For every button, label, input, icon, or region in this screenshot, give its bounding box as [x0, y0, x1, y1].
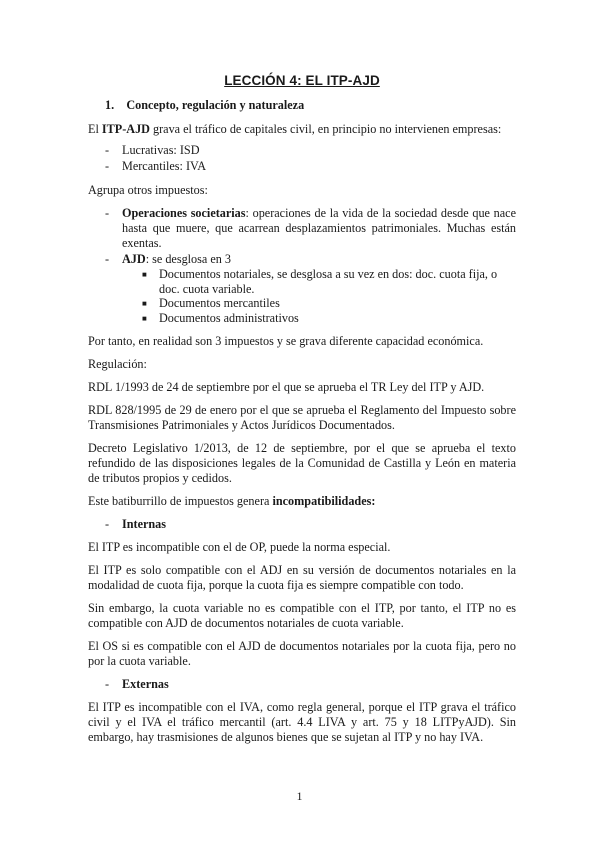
heading-externas: - Externas	[105, 677, 169, 691]
paragraph-incompatibilidades: Este batiburrillo de impuestos genera incompatibilidades:	[88, 494, 376, 508]
paragraph-decreto: Decreto Legislativo 1/2013, de 12 de septiembre, por el que se aprueba el texto refundido de las disposiciones legales de la Comunidad de Castilla y León en materia de tributos propios y cedidos.	[88, 441, 516, 485]
paragraph-agrupa: Agrupa otros impuestos:	[88, 183, 208, 197]
page-title: LECCIÓN 4: EL ITP-AJD	[224, 73, 380, 88]
paragraph-por-tanto: Por tanto, en realidad son 3 impuestos y se grava diferente capacidad económica.	[88, 334, 484, 348]
list-item-os: - Operaciones societarias: operaciones de la vida de la sociedad desde que nace hasta que muere, que acarrean desplazamientos patrimoniales. Muchas están exentas.	[105, 206, 516, 250]
paragraph-os: El OS si es compatible con el AJD de documentos notariales por la cuota fija, pero no por la cuota variable.	[88, 639, 516, 668]
paragraph-itp-iva: El ITP es incompatible con el IVA, como regla general, porque el ITP grava el tráfico civil y el IVA el tráfico mercantil (art. 4.4 LIVA y art. 75 y 18 LITPyAJD). Sin embargo, hay trasmisiones de algunos bienes que se sujetan al ITP y no hay IVA.	[88, 700, 516, 744]
paragraph-intro: El ITP-AJD grava el tráfico de capitales civil, en principio no intervienen empresas:	[88, 122, 502, 136]
bullet-icon: ■	[142, 314, 147, 323]
heading-internas: - Internas	[105, 517, 167, 531]
sub-list-item: ■ Documentos notariales, se desglosa a su vez en dos: doc. cuota fija, o doc. cuota variable.	[142, 267, 498, 296]
itp-ajd-bold: ITP-AJD	[101, 122, 150, 136]
paragraph-rdl-1993: RDL 1/1993 de 24 de septiembre por el que se aprueba el TR Ley del ITP y AJD.	[88, 380, 485, 394]
sub-list-item: ■ Documentos mercantiles	[142, 296, 280, 310]
section-heading: 1. Concepto, regulación y naturaleza	[105, 98, 305, 112]
list-item: - Mercantiles: IVA	[105, 159, 207, 173]
sub-list-item: ■ Documentos administrativos	[142, 311, 299, 325]
list-item-ajd: - AJD: se desglosa en 3	[105, 252, 231, 266]
paragraph-regulacion: Regulación:	[88, 357, 147, 371]
bullet-icon: ■	[142, 270, 147, 279]
paragraph-itp-adj: El ITP es solo compatible con el ADJ en su versión de documentos notariales en la modalidad de cuota fija, porque la cuota fija es siempre compatible con todo.	[88, 563, 516, 592]
paragraph-rdl-1995: RDL 828/1995 de 29 de enero por el que se aprueba el Reglamento del Impuesto sobre Transmisiones Patrimoniales y Actos Jurídicos Documentados.	[88, 403, 516, 432]
paragraph-cuota-variable: Sin embargo, la cuota variable no es compatible con el ITP, por tanto, el ITP no es compatible con AJD de documentos notariales de cuota variable.	[88, 601, 516, 630]
paragraph-itp-op: El ITP es incompatible con el de OP, puede la norma especial.	[88, 540, 391, 554]
bullet-icon: ■	[142, 299, 147, 308]
page-number: 1	[296, 789, 303, 803]
list-item: - Lucrativas: ISD	[105, 143, 200, 157]
